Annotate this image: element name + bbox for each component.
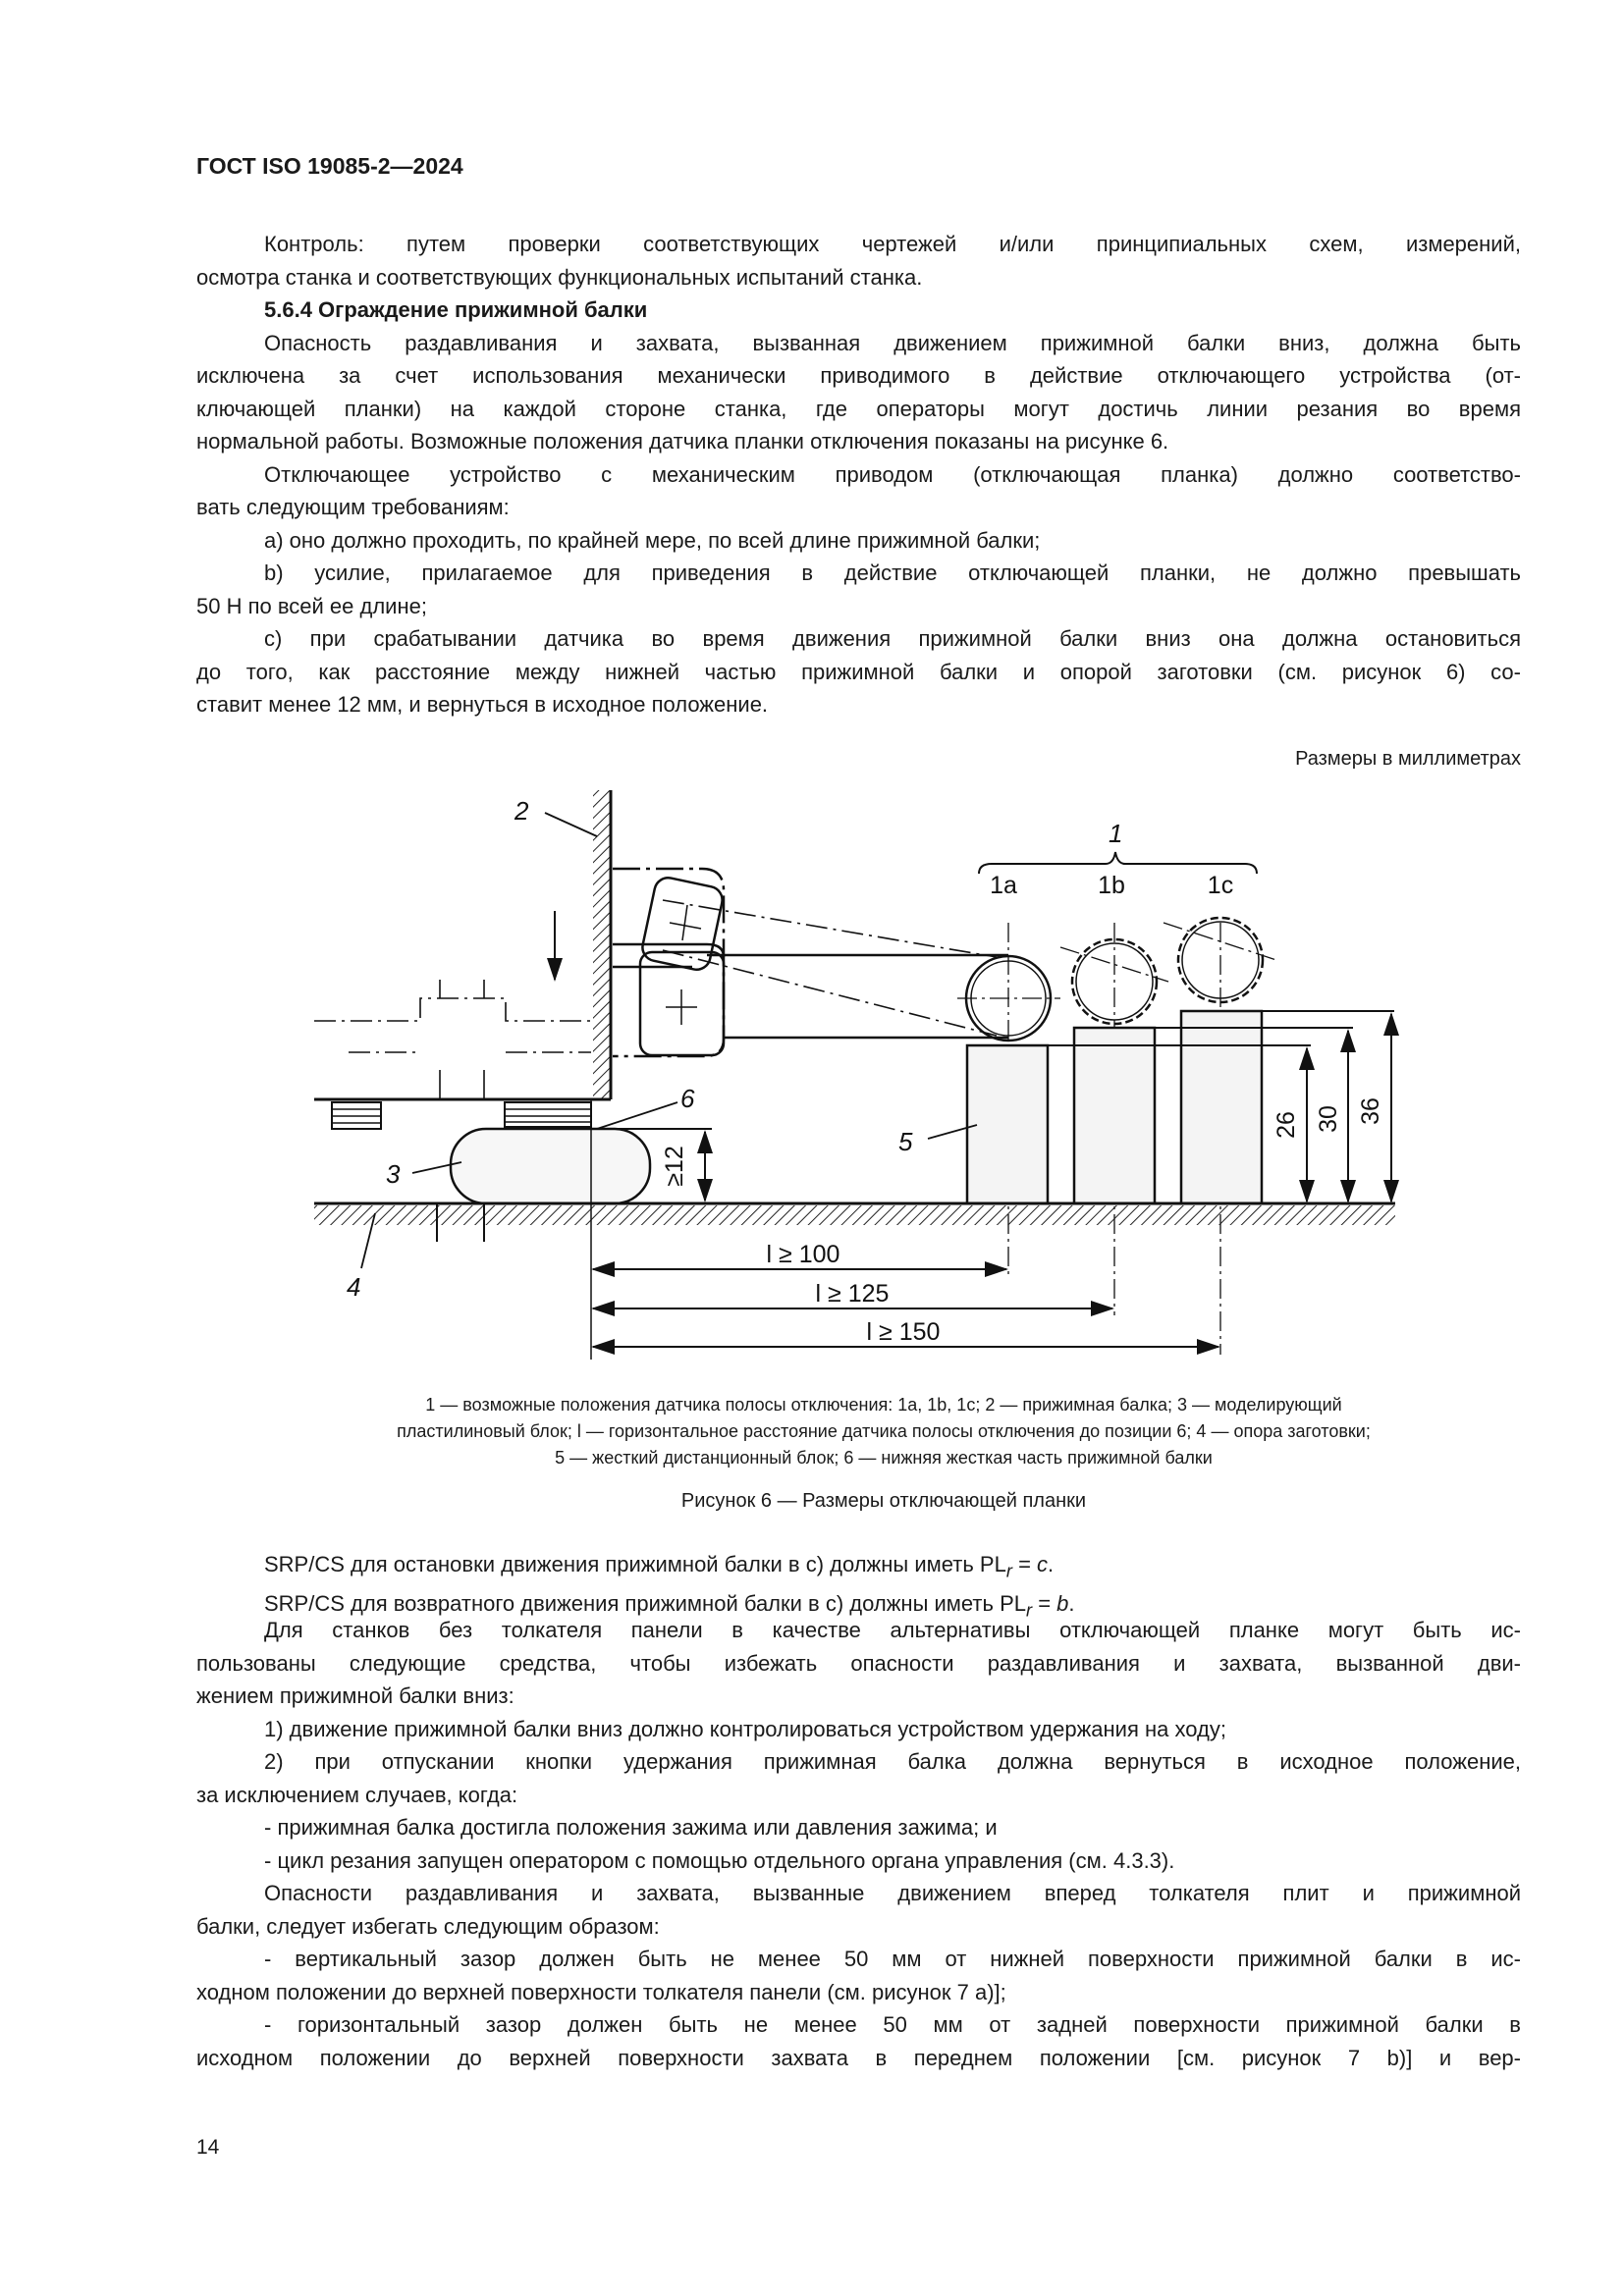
text-line: - цикл резания запущен оператором с помощью отдельного органа управления (см. 4.3.3). xyxy=(264,1847,1175,1873)
plasticine-block xyxy=(451,1129,650,1203)
dim-26: 26 xyxy=(1272,1111,1300,1139)
text-line: балки, следует избегать следующим образом: xyxy=(196,1913,660,1939)
text-line: ходном положении до верхней поверхности толкателя панели (см. рисунок 7 a)]; xyxy=(196,1979,1006,2004)
dim-l100: l ≥ 100 xyxy=(766,1241,840,1268)
text-line: Отключающее устройство с механическим приводом (отключающая планка) должно соответство- xyxy=(264,461,1521,487)
label-4: 4 xyxy=(347,1272,361,1302)
label-3: 3 xyxy=(386,1159,401,1189)
text-line: вать следующим требованиям: xyxy=(196,495,510,519)
text-line: нормальной работы. Возможные положения датчика планки отключения показаны на рисунке 6. xyxy=(196,429,1169,454)
figure-title: Рисунок 6 — Размеры отключающей планки xyxy=(680,1490,1087,1512)
label-1c: 1c xyxy=(1207,872,1234,899)
text-line: - прижимная балка достигла положения зажима или давления зажима; и xyxy=(264,1815,998,1840)
legend-line: 1 — возможные положения датчика полосы отключения: 1a, 1b, 1c; 2 — прижимная балка; 3 — моделирующий xyxy=(425,1395,1342,1415)
subscript: r xyxy=(1005,1560,1012,1581)
lower-body-text xyxy=(196,1614,1521,2074)
text-line: Опасности раздавливания и захвата, вызванные движением вперед толкателя плит и прижимной xyxy=(264,1881,1521,1905)
label-5: 5 xyxy=(898,1127,913,1156)
text-line: за исключением случаев, когда: xyxy=(196,1782,518,1807)
spacer-block-26 xyxy=(967,1045,1048,1203)
workpiece-support-hatch xyxy=(314,1205,1395,1225)
pl-value: c xyxy=(1037,1552,1049,1576)
text-line: - вертикальный зазор должен быть не менее 50 мм от нижней поверхности прижимной балки в ис- xyxy=(264,1947,1521,1971)
spacer-block-30 xyxy=(1074,1028,1155,1203)
label-1a: 1a xyxy=(990,872,1017,899)
upper-body-text xyxy=(196,228,1521,721)
trip-bar-bracket-tilted xyxy=(640,876,725,973)
text-line: до того, как расстояние между нижней частью прижимной балки и опорой заготовки (см. рисунок 6) со- xyxy=(196,659,1521,684)
text-line: - горизонтальный зазор должен быть не менее 50 мм от задней поверхности прижимной балки в xyxy=(264,2012,1521,2037)
text-line: b) усилие, прилагаемое для приведения в действие отключающей планки, не должно превышать xyxy=(264,561,1521,585)
text-line: Опасность раздавливания и захвата, вызванная движением прижимной балки вниз, должна быть xyxy=(264,330,1521,355)
dim-36: 36 xyxy=(1357,1097,1384,1125)
equals: = xyxy=(1032,1590,1057,1616)
rigid-lower-part xyxy=(505,1102,591,1127)
dim-30: 30 xyxy=(1315,1105,1342,1133)
dim-12: ≥12 xyxy=(661,1146,688,1187)
brace xyxy=(979,852,1257,874)
text-line: исходном положении до верхней поверхности захвата в переднем положении [см. рисунок 7 b)] и вер- xyxy=(196,2045,1521,2070)
text-line: 2) при отпускании кнопки удержания прижимная балка должна вернуться в исходное положение, xyxy=(264,1749,1521,1774)
trip-bar-bracket-top xyxy=(613,869,724,1056)
text-line: исключена за счет использования механически приводимого в действие отключающего устройства (от- xyxy=(196,363,1521,388)
label-2: 2 xyxy=(514,796,529,826)
text-line: жением прижимной балки вниз: xyxy=(196,1683,514,1708)
label-1: 1 xyxy=(1109,819,1123,848)
dim-l150: l ≥ 150 xyxy=(866,1318,941,1346)
text-line: 1) движение прижимной балки вниз должно контролироваться устройством удержания на ходу; xyxy=(264,1716,1226,1741)
text-line: ставит менее 12 мм, и вернуться в исходное положение. xyxy=(196,692,769,717)
pl-value: b xyxy=(1056,1590,1069,1616)
srp-text: SRP/CS для возвратного движения прижимной балки в c) должны иметь PL xyxy=(264,1590,1026,1616)
period: . xyxy=(1048,1552,1055,1576)
equals: = xyxy=(1011,1552,1038,1576)
units-note: Размеры в миллиметрах xyxy=(1295,748,1521,770)
section-heading: 5.6.4 Ограждение прижимной балки xyxy=(264,297,648,322)
text-line: 50 Н по всей ее длине; xyxy=(196,593,427,618)
spacer-block-36 xyxy=(1181,1011,1262,1203)
legend-line: пластилиновый блок; l — горизонтальное расстояние датчика полосы отключения до позиции 6; 4 — опора заготовки; xyxy=(397,1421,1371,1441)
text-line: ключающей планки) на каждой стороне станка, где операторы могут достичь линии резания во время xyxy=(196,396,1521,421)
srp-stop-line xyxy=(196,1548,1521,1587)
figure-6-diagram xyxy=(295,766,1424,1374)
text-line: a) оно должно проходить, по крайней мере, по всей длине прижимной балки; xyxy=(264,527,1041,553)
page-number: 14 xyxy=(196,2136,220,2159)
dim-l125: l ≥ 125 xyxy=(815,1280,890,1308)
legend-line: 5 — жесткий дистанционный блок; 6 — нижняя жесткая часть прижимной балки xyxy=(555,1448,1213,1468)
text-line: осмотра станка и соответствующих функциональных испытаний станка. xyxy=(196,264,923,290)
text-line: Контроль: путем проверки соответствующих чертежей и/или принципиальных схем, измерений, xyxy=(264,232,1521,256)
srp-text: SRP/CS для остановки движения прижимной балки в c) должны иметь PL xyxy=(264,1552,1006,1576)
text-line: Для станков без толкателя панели в качестве альтернативы отключающей планке могут быть ис- xyxy=(264,1618,1521,1642)
period: . xyxy=(1068,1590,1075,1616)
document-header: ГОСТ ISO 19085-2—2024 xyxy=(196,153,463,179)
text-line: пользованы следующие средства, чтобы избежать опасности раздавливания и захвата, вызванной дви- xyxy=(196,1650,1521,1676)
label-6: 6 xyxy=(680,1084,695,1113)
figure-legend xyxy=(295,1392,1473,1471)
subscript: r xyxy=(1025,1599,1033,1621)
label-1b: 1b xyxy=(1098,872,1125,899)
text-line: c) при срабатывании датчика во время движения прижимной балки вниз она должна остановиться xyxy=(264,626,1521,651)
